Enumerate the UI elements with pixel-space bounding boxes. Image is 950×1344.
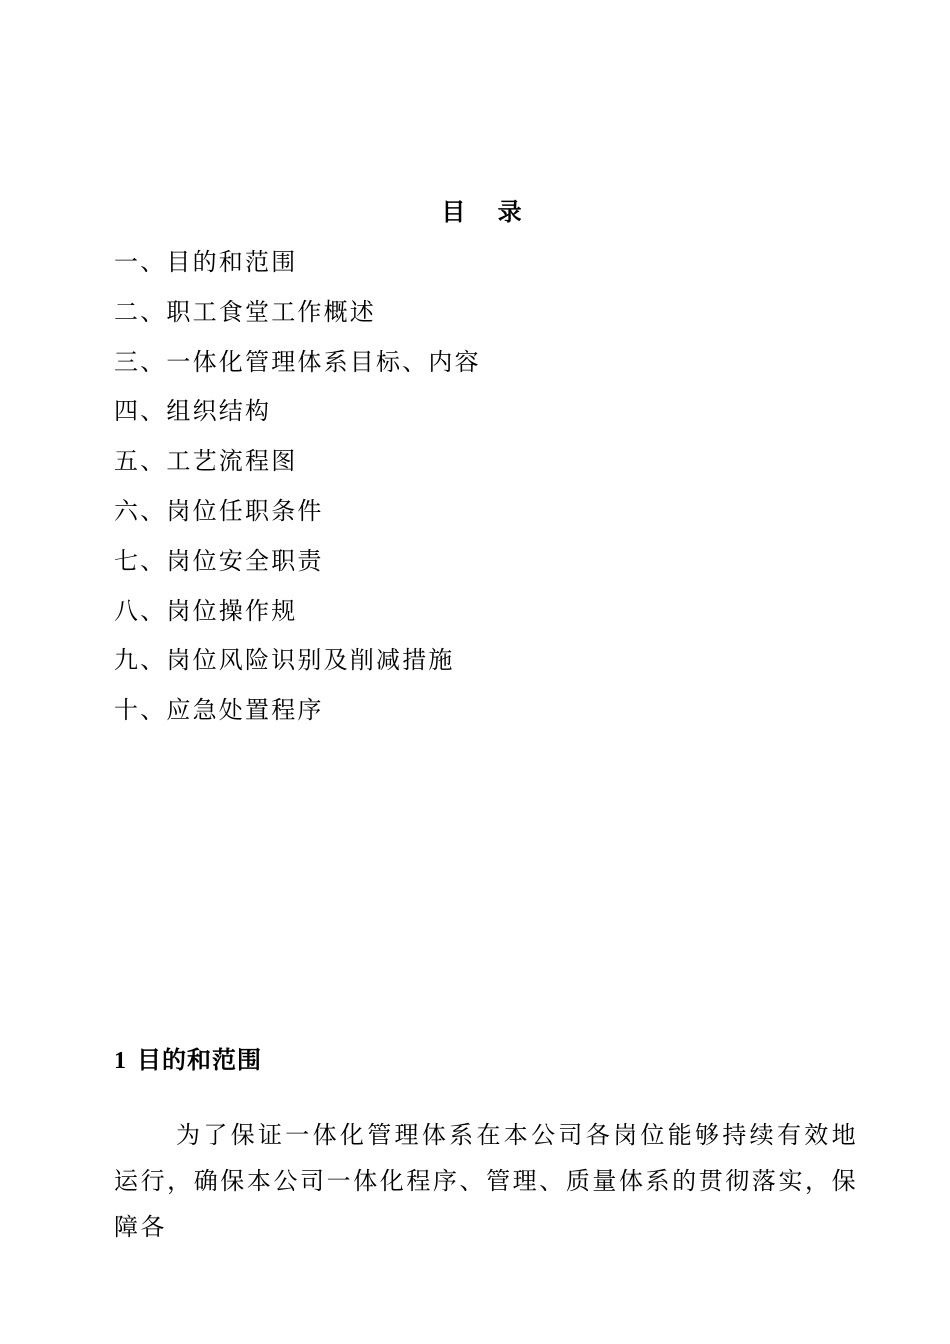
- toc-item-6: 六、岗位任职条件: [114, 496, 324, 525]
- toc-item-1: 一、目的和范围: [114, 248, 298, 276]
- section-heading: [114, 1040, 262, 1081]
- toc-item-10: 十、应急处置程序: [114, 696, 324, 725]
- section-number: 1: [114, 1048, 127, 1074]
- toc-item-5: 五、工艺流程图: [114, 447, 298, 476]
- toc-list: [114, 242, 481, 740]
- toc-item-9: 九、岗位风险识别及削减措施: [114, 646, 455, 675]
- toc-title: 目 录: [441, 197, 534, 226]
- toc-item-8: 八、岗位操作规: [114, 596, 298, 625]
- section-paragraph: 为了保证一体化管理体系在本公司各岗位能够持续有效地运行，确保本公司一体化程序、管理、质量体系的贯彻落实，保障各: [114, 1121, 858, 1241]
- section-title: 目的和范围: [137, 1045, 262, 1074]
- toc-item-2: 二、职工食堂工作概述: [114, 297, 376, 326]
- toc-item-7: 七、岗位安全职责: [114, 546, 324, 575]
- toc-item-3: 三、一体化管理体系目标、内容: [114, 347, 481, 376]
- toc-item-4: 四、组织结构: [114, 397, 272, 426]
